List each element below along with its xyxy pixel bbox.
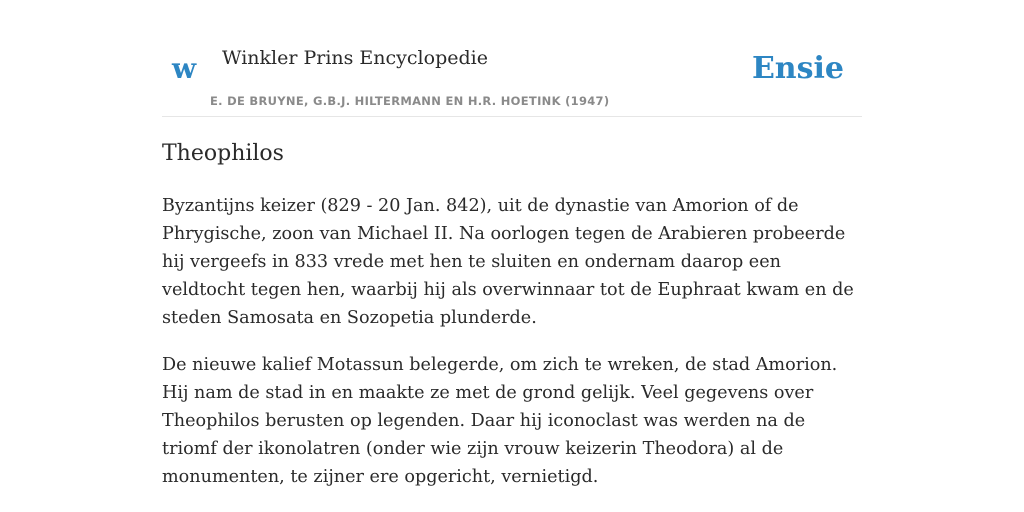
source-authors: E. DE BRUYNE, G.B.J. HILTERMANN EN H.R. HOETINK (1947): [210, 94, 610, 108]
article-paragraph-1: Byzantijns keizer (829 - 20 Jan. 842), uit de dynastie van Amorion of de Phrygische, zoon van Michael II. Na oorlogen tegen de Arabieren probeerde hij vergeefs in 833 vrede met hen te sluiten en ondernam daarop een veldtocht tegen hen, waarbij hij als overwinnaar tot de Euphraat kwam en de steden Samosata en Sozopetia plunderde.: [162, 196, 854, 328]
source-header: [162, 0, 862, 117]
article-paragraph-2: De nieuwe kalief Motassun belegerde, om zich te wreken, de stad Amorion. Hij nam de stad in en maakte ze met de grond gelijk. Veel gegevens over Theophilos berusten op legenden. Daar hij iconoclast was werden na de triomf der ikonolatren (onder wie zijn vrouw keizerin Theodora) al de monumenten, te zijner ere opgericht, vernietigd.: [162, 355, 838, 487]
source-logo-icon: w: [172, 52, 197, 85]
article-content: [162, 137, 862, 491]
source-title-link[interactable]: Winkler Prins Encyclopedie: [222, 47, 488, 69]
article-title: Theophilos: [162, 141, 284, 166]
ensie-logo-link[interactable]: Ensie: [751, 51, 844, 86]
